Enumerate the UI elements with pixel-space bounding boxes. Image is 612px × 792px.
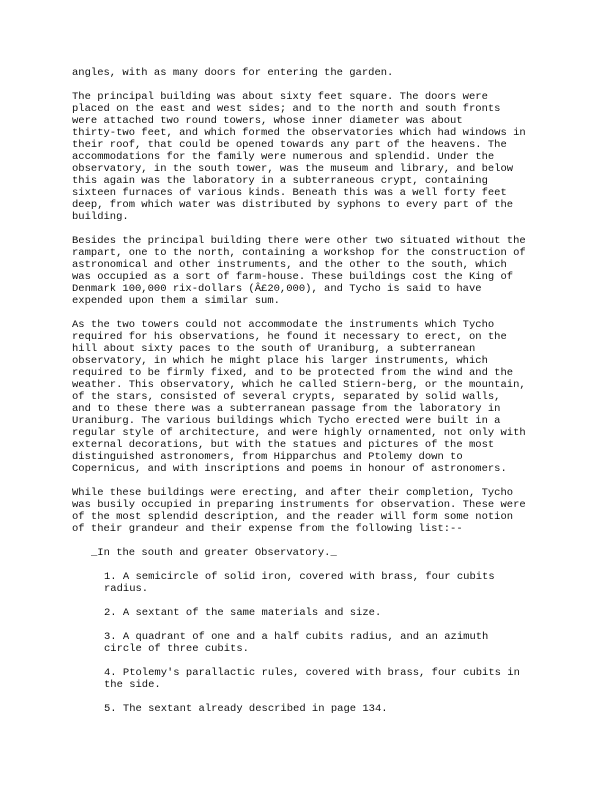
list-heading-text: _In the south and greater Observatory._ <box>91 547 337 559</box>
list-item-line: 5. The sextant already described in page 134. <box>104 703 388 715</box>
list-item <box>104 631 526 655</box>
text-line: were attached two round towers, whose inner diameter was about <box>72 115 463 127</box>
text-line: required to be firmly fixed, and to be protected from the wind and the <box>72 367 514 379</box>
instrument-list <box>72 571 526 715</box>
list-item-line: 3. A quadrant of one and a half cubits radius, and an azimuth <box>104 631 489 643</box>
text-line: observatory, in which he might place his larger instruments, which <box>72 355 488 367</box>
text-line: deep, from which water was distributed by syphons to every part of the <box>72 199 514 211</box>
text-line: of the most splendid description, and the reader will form some notion <box>72 511 514 523</box>
text-line: As the two towers could not accommodate the instruments which Tycho <box>72 319 495 331</box>
text-line: weather. This observatory, which he called Stiern-berg, or the mountain, <box>72 379 526 391</box>
text-line: thirty-two feet, and which formed the observatories which had windows in <box>72 127 526 139</box>
paragraph <box>72 319 526 475</box>
text-line: angles, with as many doors for entering the garden. <box>72 67 394 79</box>
paragraph <box>72 487 526 535</box>
text-line: sixteen furnaces of various kinds. Beneath this was a well forty feet <box>72 187 507 199</box>
list-item <box>104 607 526 619</box>
text-line: hill about sixty paces to the south of Uraniburg, a subterranean <box>72 343 476 355</box>
text-line: of their grandeur and their expense from the following list:-- <box>72 523 463 535</box>
list-item <box>104 667 526 691</box>
text-line: their roof, that could be opened towards any part of the heavens. The <box>72 139 507 151</box>
text-line: Copernicus, and with inscriptions and poems in honour of astronomers. <box>72 463 507 475</box>
paragraph <box>72 235 526 307</box>
text-line: observatory, in the south tower, was the museum and library, and below <box>72 163 514 175</box>
list-item-line: 2. A sextant of the same materials and size. <box>104 607 382 619</box>
text-line: astronomical and other instruments, and the other to the south, which <box>72 259 507 271</box>
paragraph <box>72 67 526 79</box>
list-item <box>104 571 526 595</box>
text-line: Besides the principal building there were other two situated without the <box>72 235 526 247</box>
text-line: required for his observations, he found it necessary to erect, on the <box>72 331 507 343</box>
paragraph <box>72 91 526 223</box>
list-item-line: the side. <box>104 679 161 691</box>
text-line: expended upon them a similar sum. <box>72 295 280 307</box>
text-line: rampart, one to the north, containing a workshop for the construction of <box>72 247 526 259</box>
text-line: was busily occupied in preparing instruments for observation. These were <box>72 499 526 511</box>
text-line: distinguished astronomers, from Hipparchus and Ptolemy down to <box>72 451 463 463</box>
list-heading <box>91 547 526 559</box>
text-line: and to these there was a subterranean passage from the laboratory in <box>72 403 501 415</box>
text-line: Denmark 100,000 rix-dollars (Â£20,000), and Tycho is said to have <box>72 283 482 295</box>
document-page <box>72 67 526 727</box>
text-line: building. <box>72 211 129 223</box>
text-line: regular style of architecture, and were highly ornamented, not only with <box>72 427 526 439</box>
list-item-line: radius. <box>104 583 149 595</box>
text-line: While these buildings were erecting, and after their completion, Tycho <box>72 487 514 499</box>
text-line: of the stars, consisted of several crypts, separated by solid walls, <box>72 391 501 403</box>
list-item-line: 4. Ptolemy's parallactic rules, covered with brass, four cubits in <box>104 667 520 679</box>
list-item-line: circle of three cubits. <box>104 643 249 655</box>
list-item-line: 1. A semicircle of solid iron, covered with brass, four cubits <box>104 571 495 583</box>
list-item <box>104 703 526 715</box>
text-line: external decorations, but with the statues and pictures of the most <box>72 439 495 451</box>
text-line: Uraniburg. The various buildings which Tycho erected were built in a <box>72 415 501 427</box>
body-text <box>72 67 526 535</box>
text-line: placed on the east and west sides; and to the north and south fronts <box>72 103 501 115</box>
text-line: this again was the laboratory in a subterraneous crypt, containing <box>72 175 488 187</box>
text-line: accommodations for the family were numerous and splendid. Under the <box>72 151 495 163</box>
text-line: was occupied as a sort of farm-house. These buildings cost the King of <box>72 271 514 283</box>
text-line: The principal building was about sixty feet square. The doors were <box>72 91 488 103</box>
